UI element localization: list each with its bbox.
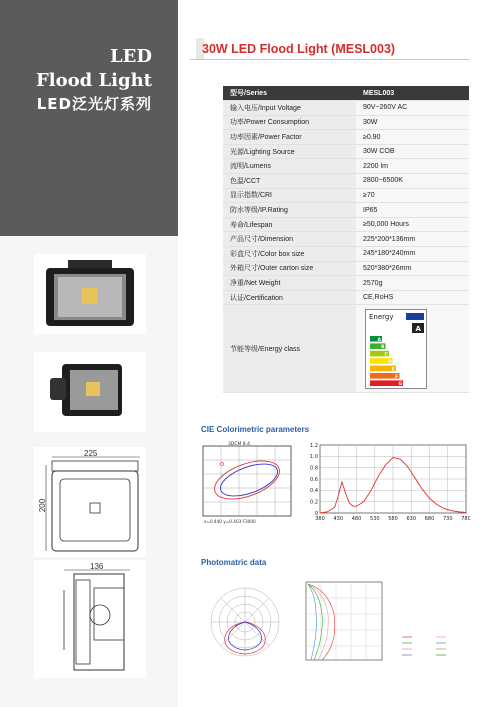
product-photo-front [34,254,146,334]
product-title-bar [190,38,470,60]
spec-label: 彩盒尺寸/Color box size [223,247,356,262]
spec-row [223,130,469,145]
y-tick-label: 0.4 [310,488,318,495]
spec-row [223,203,469,218]
width-label: 225 [84,449,98,458]
spec-label: 功率/Power Consumption [223,115,356,130]
product-photo-angle [34,352,146,432]
x-tick-label: 430 [333,516,344,522]
spec-row [223,261,469,276]
y-tick-label: 0.2 [310,499,318,506]
spec-label: 光源/Lighting Source [223,144,356,159]
spec-value: 90V~260V AC [356,101,469,116]
spec-row [223,144,469,159]
spec-label: 功率因素/Power Factor [223,130,356,145]
y-tick-label: 0.6 [310,476,318,483]
isolux-legend [398,632,470,664]
spec-header-value: MESL003 [356,86,469,101]
depth-label: 136 [90,562,104,571]
spec-label: 流明/Lumens [223,159,356,174]
svg-text:Energy: Energy [369,312,394,321]
spec-value: 2800~6500K [356,174,469,189]
brand-line-1: LED [110,46,152,67]
energy-bar-letter: D [388,359,392,365]
y-tick-label: 1.2 [310,442,318,449]
spec-value: ≥70 [356,188,469,203]
spec-label: 认证/Certification [223,290,356,305]
x-tick-label: 530 [369,516,380,522]
spec-label: 净重/Net Weight [223,276,356,291]
spec-value: 30W COB [356,144,469,159]
energy-class-value [356,305,469,393]
spec-value: 2570g [356,276,469,291]
y-tick-label: 1.0 [310,454,318,461]
energy-class-label: 节能等级/Energy class [223,305,356,393]
front-dimension-drawing [34,447,146,557]
spec-row [223,217,469,232]
energy-label-graphic [365,309,427,389]
spec-label: 外箱尺寸/Outer carton size [223,261,356,276]
spec-row [223,174,469,189]
product-title: 30W LED Flood Light (MESL003) [202,42,396,56]
x-tick-label: 480 [351,516,362,522]
spec-value: 520*380*26mm [356,261,469,276]
spec-row [223,188,469,203]
cie-top-label: 3DCM 8.4 [228,442,250,447]
energy-bar-letter: A [377,337,382,343]
spec-label: 寿命/Lifespan [223,217,356,232]
flood-light-front-image [40,258,140,330]
spec-value: 30W [356,115,469,130]
brand-panel [0,0,178,236]
spec-row [223,115,469,130]
brand-text [36,45,152,115]
spec-label: 色温/CCT [223,174,356,189]
spec-value: 225*200*136mm [356,232,469,247]
side-dimension-drawing [34,560,146,678]
energy-bar-letter: F [395,374,399,380]
x-tick-label: 730 [442,516,453,522]
spectrum-chart [298,440,470,526]
energy-bar-letter: B [381,345,385,351]
spec-label: 显示指数/CRI [223,188,356,203]
spec-value: ≥0.90 [356,130,469,145]
spec-label: 产品尺寸/Dimension [223,232,356,247]
brand-line-3: LED泛光灯系列 [36,95,152,113]
brand-line-2: Flood Light [36,70,152,91]
height-label: 200 [38,498,48,513]
energy-grade: A [415,324,421,333]
cie-section-title: CIE Colorimetric parameters [201,425,310,434]
spectrum-chart-svg [298,440,470,526]
x-tick-label: 580 [388,516,398,522]
energy-bar-letter: C [384,352,388,358]
spec-row [223,159,469,174]
x-tick-label: 630 [406,516,417,522]
isolux-diagram [298,574,386,666]
spec-row [223,290,469,305]
energy-class-row [223,305,469,393]
x-tick-label: 380 [315,516,325,522]
polar-intensity-diagram [200,582,290,664]
spec-value: ≥50,000 Hours [356,217,469,232]
cie-bottom-label: x=0.440 y=0.403 F3000 [204,519,256,524]
energy-bar-letter: G [398,382,403,388]
spec-value: IP65 [356,203,469,218]
spec-row [223,276,469,291]
cie-diagram [200,440,295,526]
spec-label: 输入电压/Input Voltage [223,101,356,116]
flood-light-angle-image [40,356,140,428]
spec-value: CE,RoHS [356,290,469,305]
spec-row [223,101,469,116]
photometric-section-title: Photomatric data [201,558,267,567]
energy-bar-letter: E [391,367,395,373]
spec-header-label: 型号/Series [223,86,356,101]
spec-value: 245*180*240mm [356,247,469,262]
spec-row [223,232,469,247]
spec-value: 2200 lm [356,159,469,174]
spec-header-row [223,86,469,101]
y-tick-label: 0.8 [310,465,318,472]
y-tick-label: 0 [314,510,318,517]
spec-table [223,86,469,393]
x-tick-label: 680 [424,516,435,522]
x-tick-label: 780 [461,516,470,522]
spec-label: 防水等级/IP.Rating [223,203,356,218]
spec-row [223,247,469,262]
